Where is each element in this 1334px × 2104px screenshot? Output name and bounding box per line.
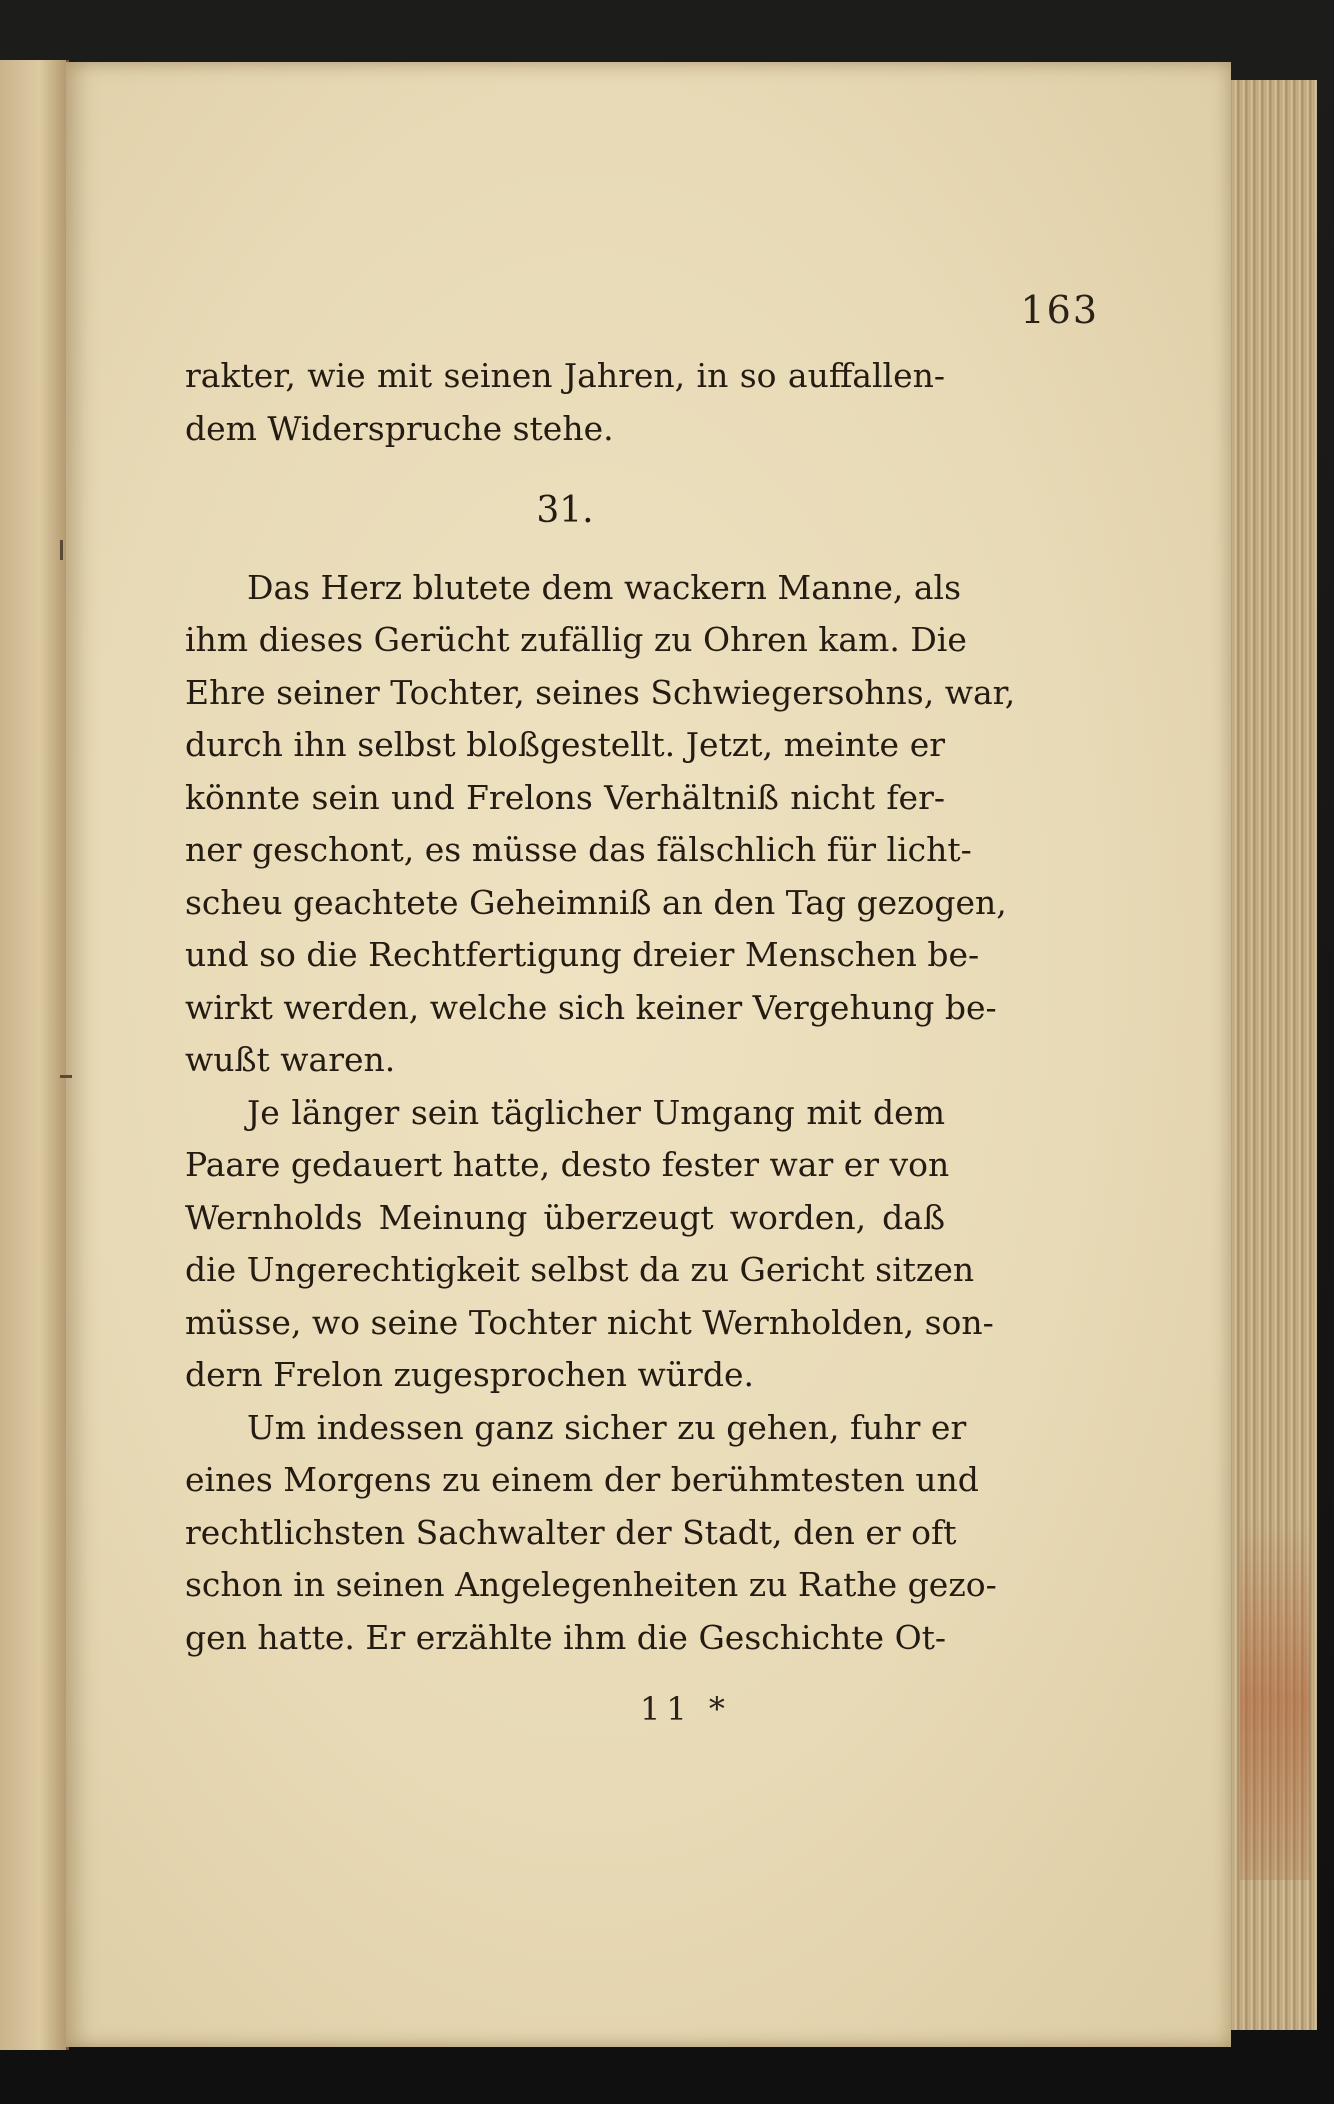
text-line: wirkt werden, welche sich keiner Vergehung be-	[185, 987, 997, 1027]
page-header	[200, 288, 1099, 338]
text-line: gen hatte. Er erzählte ihm die Geschichte Ot-	[185, 1617, 947, 1657]
page-number: 163	[1020, 288, 1099, 332]
left-page-edge	[0, 60, 69, 2050]
text-line: rechtlichsten Sachwalter der Stadt, den er oft	[185, 1512, 957, 1552]
text-line: schon in seinen Angelegenheiten zu Rathe gezo-	[185, 1565, 997, 1604]
text-line: dern Frelon zugesprochen würde.	[185, 1355, 754, 1394]
text-line: Ehre seiner Tochter, seines Schwiegersohns, war,	[185, 672, 1016, 712]
text-line: ihm dieses Gerücht zufällig zu Ohren kam. Die	[185, 620, 967, 659]
margin-mark	[60, 540, 63, 560]
printer-signature: 11 *	[640, 1690, 731, 1728]
section-number: 31.	[536, 490, 594, 531]
text-line: durch ihn selbst bloßgestellt. Jetzt, meinte er	[185, 725, 945, 764]
text-line: könnte sein und Frelons Verhältniß nicht fer-	[185, 777, 945, 817]
text-line: Das Herz blutete dem wackern Manne, als	[247, 567, 962, 607]
margin-mark	[60, 1075, 72, 1078]
text-line: scheu geachtete Geheimniß an den Tag gezogen,	[185, 882, 1007, 922]
text-line: wußt waren.	[185, 1040, 396, 1079]
text-line: ner geschont, es müsse das fälschlich für licht-	[185, 830, 972, 869]
text-line: Je länger sein täglicher Umgang mit dem	[247, 1092, 945, 1132]
text-line: Um indessen ganz sicher zu gehen, fuhr er	[247, 1407, 967, 1447]
page-body	[185, 350, 1016, 1664]
text-line: Wernholds Meinung überzeugt worden, daß	[185, 1197, 945, 1237]
text-line: Paare gedauert hatte, desto fester war er von	[185, 1145, 950, 1184]
text-line: rakter, wie mit seinen Jahren, in so auffallen-	[185, 356, 945, 395]
edge-stain	[1240, 1520, 1310, 1880]
text-line: und so die Rechtfertigung dreier Menschen be-	[185, 935, 980, 974]
text-line: die Ungerechtigkeit selbst da zu Gericht sitzen	[185, 1250, 975, 1289]
text-line: eines Morgens zu einem der berühmtesten und	[185, 1460, 979, 1499]
text-line: dem Widerspruche stehe.	[185, 408, 614, 448]
text-line: müsse, wo seine Tochter nicht Wernholden, son-	[185, 1302, 994, 1342]
